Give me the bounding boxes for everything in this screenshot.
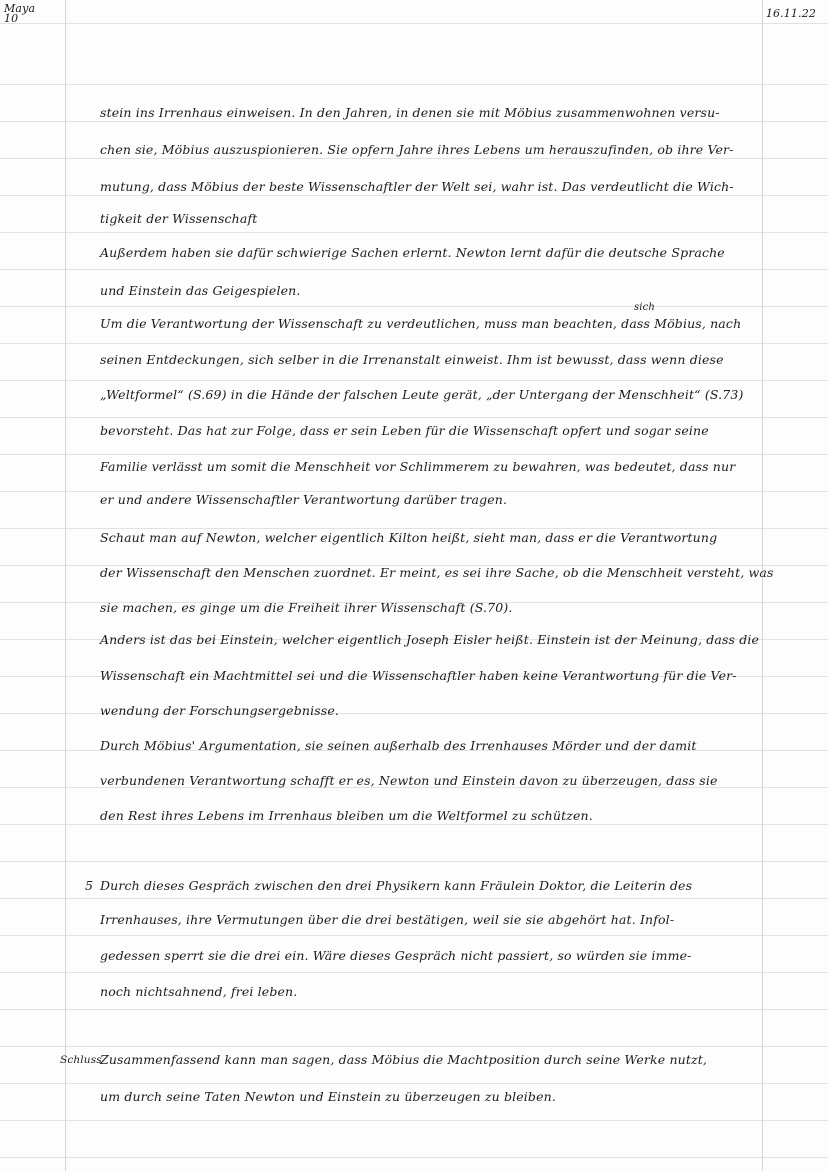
text-line: um durch seine Taten Newton und Einstein zu überzeugen zu bleiben.	[100, 1089, 556, 1104]
text-line: Wissenschaft ein Machtmittel sei und die Wissenschaftler haben keine Verantwortung für die Ver-	[100, 668, 737, 683]
text-line: seinen Entdeckungen, sich selber in die Irrenanstalt einweist. Ihm ist bewusst, dass wenn diese	[100, 352, 724, 367]
text-line: Zusammenfassend kann man sagen, dass Möbius die Machtposition durch seine Werke nutzt,	[100, 1052, 708, 1067]
text-line: und Einstein das Geigespielen.	[100, 283, 301, 298]
text-line: er und andere Wissenschaftler Verantwortung darüber tragen.	[100, 492, 508, 507]
text-line: bevorsteht. Das hat zur Folge, dass er sein Leben für die Wissenschaft opfert und sogar seine	[100, 423, 709, 438]
text-line: sie machen, es ginge um die Freiheit ihrer Wissenschaft (S.70).	[100, 600, 513, 615]
name-text: Maya	[4, 2, 36, 15]
text-line: tigkeit der Wissenschaft	[100, 211, 258, 226]
text-line: wendung der Forschungsergebnisse.	[100, 703, 340, 718]
task-number: 5	[85, 878, 94, 893]
text-line: Irrenhauses, ihre Vermutungen über die drei bestätigen, weil sie sie abgehört hat. Infol-	[100, 912, 675, 927]
student-name	[4, 4, 35, 24]
text-line: „Weltformel“ (S.69) in die Hände der falschen Leute gerät, „der Untergang der Menschheit“ (S.73)	[100, 387, 744, 402]
section-marker: Schluss	[60, 1054, 102, 1066]
text-line: Familie verlässt um somit die Menschheit vor Schlimmerem zu bewahren, was bedeutet, dass nur	[100, 459, 736, 474]
text-line: Durch Möbius' Argumentation, sie seinen außerhalb des Irrenhauses Mörder und der damit	[100, 738, 697, 753]
text-line: chen sie, Möbius auszuspionieren. Sie opfern Jahre ihres Lebens um herauszufinden, ob ihre Ver-	[100, 142, 734, 157]
text-line: Schaut man auf Newton, welcher eigentlich Kilton heißt, sieht man, dass er die Verantwortung	[100, 530, 718, 545]
text-line: Anders ist das bei Einstein, welcher eigentlich Joseph Eisler heißt. Einstein ist der Meinung, dass die	[100, 632, 760, 647]
class-number: 10	[4, 12, 19, 25]
text-line: Außerdem haben sie dafür schwierige Sachen erlernt. Newton lernt dafür die deutsche Sprache	[100, 245, 725, 260]
text-line: der Wissenschaft den Menschen zuordnet. Er meint, es sei ihre Sache, ob die Menschheit versteht, was	[100, 565, 774, 580]
text-line: Um die Verantwortung der Wissenschaft zu verdeutlichen, muss man beachten, dass Möbius, nach	[100, 316, 742, 331]
text-line: noch nichtsahnend, frei leben.	[100, 984, 298, 999]
date-text: 16.11.22	[765, 7, 816, 20]
text-line: stein ins Irrenhaus einweisen. In den Jahren, in denen sie mit Möbius zusammenwohnen versu-	[100, 105, 720, 120]
inserted-word: sich	[634, 302, 655, 313]
text-line: gedessen sperrt sie die drei ein. Wäre dieses Gespräch nicht passiert, so würden sie imme-	[100, 948, 692, 963]
text-line: Durch dieses Gespräch zwischen den drei Physikern kann Fräulein Doktor, die Leiterin des	[100, 878, 693, 893]
text-line: den Rest ihres Lebens im Irrenhaus bleiben um die Weltformel zu schützen.	[100, 808, 593, 823]
text-line: mutung, dass Möbius der beste Wissenschaftler der Welt sei, wahr ist. Das verdeutlicht die Wich-	[100, 179, 734, 194]
text-line: verbundenen Verantwortung schafft er es, Newton und Einstein davon zu überzeugen, dass sie	[100, 773, 718, 788]
